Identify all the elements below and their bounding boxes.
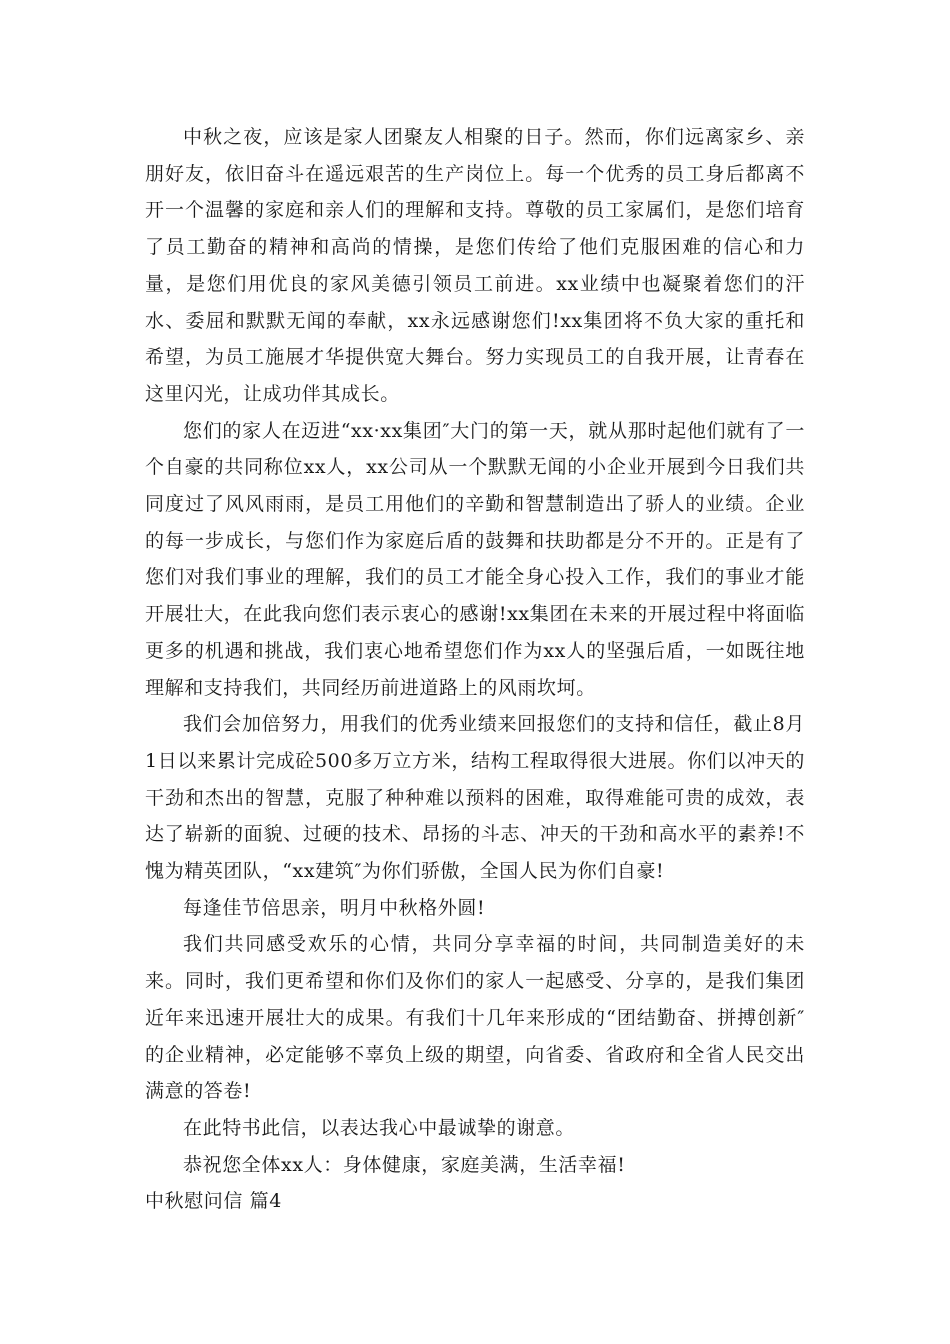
body-paragraph-3: 我们会加倍努力，用我们的优秀业绩来回报您们的支持和信任，截止8月1日以来累计完成砼500多万立方米，结构工程取得很大进展。你们以冲天的干劲和杰出的智慧，克服了种种难以预料的困难，取得难能可贵的成效，表达了崭新的面貌、过硬的技术、昂扬的斗志、冲天的干劲和高水平的素养!不愧为精英团队，“xx建筑″为你们骄傲，全国人民为你们自豪!	[145, 713, 805, 883]
document-body	[145, 119, 805, 1220]
body-paragraph-6: 在此特书此信，以表达我心中最诚挚的谢意。	[183, 1116, 576, 1139]
body-paragraph-2: 您们的家人在迈进“xx·xx集团″大门的第一天，就从那时起他们就有了一个自豪的共同称位xx人，xx公司从一个默默无闻的小企业开展到今日我们共同度过了风风雨雨，是员工用他们的辛勤和智慧制造出了骄人的业绩。企业的每一步成长，与您们作为家庭后盾的鼓舞和扶助都是分不开的。正是有了您们对我们事业的理解，我们的员工才能全身心投入工作，我们的事业才能开展壮大，在此我向您们表示衷心的感谢!xx集团在未来的开展过程中将面临更多的机遇和挑战，我们衷心地希望您们作为xx人的坚强后盾，一如既往地理解和支持我们，共同经历前进道路上的风雨坎坷。	[145, 419, 805, 699]
body-paragraph-5: 我们共同感受欢乐的心情，共同分享幸福的时间，共同制造美好的未来。同时，我们更希望和你们及你们的家人一起感受、分享的，是我们集团近年来迅速开展壮大的成果。有我们十几年来形成的“团结勤奋、拼搏创新″的企业精神，必定能够不辜负上级的期望，向省委、省政府和全省人民交出满意的答卷!	[145, 933, 805, 1103]
body-paragraph-4: 每逢佳节倍思亲，明月中秋格外圆!	[183, 896, 486, 919]
body-paragraph-7: 恭祝您全体xx人：身体健康，家庭美满，生活幸福!	[183, 1153, 626, 1176]
section-heading: 中秋慰问信 篇4	[145, 1190, 282, 1213]
body-paragraph-1: 中秋之夜，应该是家人团聚友人相聚的日子。然而，你们远离家乡、亲朋好友，依旧奋斗在遥远艰苦的生产岗位上。每一个优秀的员工身后都离不开一个温馨的家庭和亲人们的理解和支持。尊敬的员工家属们，是您们培育了员工勤奋的精神和高尚的情操，是您们传给了他们克服困难的信心和力量，是您们用优良的家风美德引领员工前进。xx业绩中也凝聚着您们的汗水、委屈和默默无闻的奉献，xx永远感谢您们!xx集团将不负大家的重托和希望，为员工施展才华提供宽大舞台。努力实现员工的自我开展，让青春在这里闪光，让成功伴其成长。	[145, 126, 805, 405]
